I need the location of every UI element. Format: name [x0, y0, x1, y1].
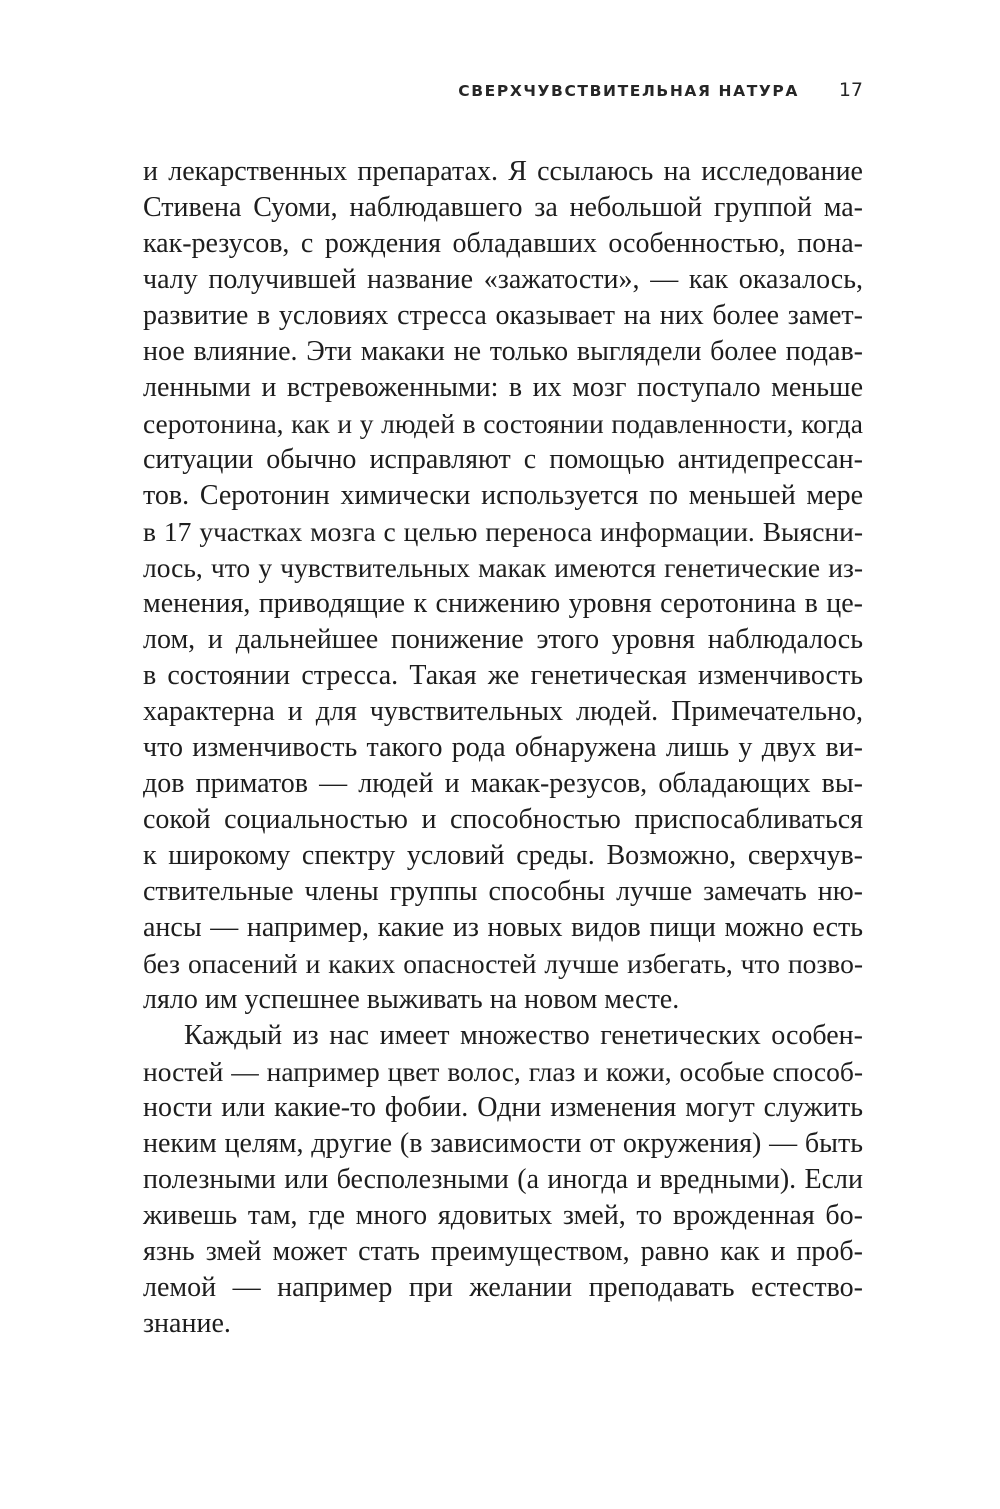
text-line: в состоянии стресса. Такая же генетическая изменчивость — [143, 660, 863, 691]
text-line: ляло им успешнее выживать на новом месте. — [143, 984, 680, 1015]
text-line: ностей — например цвет волос, глаз и кожи, особые способ- — [143, 1056, 863, 1087]
text-line: как-резусов, с рождения обладавших особенностью, пона- — [143, 228, 863, 259]
running-title: СВЕРХЧУВСТВИТЕЛЬНАЯ НАТУРА — [458, 82, 799, 100]
text-line: полезными или бесполезными (а иногда и вредными). Если — [143, 1164, 863, 1195]
text-line: чалу получившей название «зажатости», — как оказалось, — [143, 264, 863, 295]
text-line: в 17 участках мозга с целью переноса информации. Выясни- — [143, 516, 863, 547]
text-line: лом, и дальнейшее понижение этого уровня наблюдалось — [143, 624, 863, 655]
text-line: язнь змей может стать преимуществом, равно как и проб- — [143, 1236, 863, 1267]
running-header — [143, 80, 863, 104]
text-line: Стивена Суоми, наблюдавшего за небольшой группой ма- — [143, 192, 863, 223]
paragraph-1 — [143, 154, 863, 1018]
text-line: живешь там, где много ядовитых змей, то врожденная бо- — [143, 1200, 863, 1231]
text-line: ности или какие-то фобии. Одни изменения могут служить — [143, 1092, 863, 1123]
text-line: что изменчивость такого рода обнаружена лишь у двух ви- — [143, 732, 863, 763]
text-line: и лекарственных препаратах. Я ссылаюсь на исследование — [143, 156, 863, 187]
page-number: 17 — [838, 79, 863, 101]
text-line: ленными и встревоженными: в их мозг поступало меньше — [143, 372, 863, 403]
text-line: сокой социальностью и способностью приспосабливаться — [143, 804, 863, 835]
text-line: серотонина, как и у людей в состоянии подавленности, когда — [143, 408, 863, 439]
text-line: тов. Серотонин химически используется по меньшей мере — [143, 480, 863, 511]
text-line: к широкому спектру условий среды. Возможно, сверхчув- — [143, 840, 863, 871]
text-line: неким целям, другие (в зависимости от окружения) — быть — [143, 1128, 863, 1159]
body-text — [143, 154, 863, 1342]
text-line: знание. — [143, 1308, 231, 1339]
text-line: развитие в условиях стресса оказывает на них более замет- — [143, 300, 863, 331]
text-line: без опасений и каких опасностей лучше избегать, что позво- — [143, 948, 863, 979]
text-line: ансы — например, какие из новых видов пищи можно есть — [143, 912, 863, 943]
paragraph-2 — [143, 1018, 863, 1342]
text-line: характерна и для чувствительных людей. Примечательно, — [143, 696, 863, 727]
text-line: лемой — например при желании преподавать естество- — [143, 1272, 863, 1303]
text-line: лось, что у чувствительных макак имеются генетические из- — [143, 552, 863, 583]
text-line: ситуации обычно исправляют с помощью антидепрессан- — [143, 444, 863, 475]
text-line: ное влияние. Эти макаки не только выглядели более подав- — [143, 336, 863, 367]
text-line: дов приматов — людей и макак-резусов, обладающих вы- — [143, 768, 863, 799]
text-line: менения, приводящие к снижению уровня серотонина в це- — [143, 588, 863, 619]
text-line: ствительные члены группы способны лучше замечать ню- — [143, 876, 863, 907]
text-line: Каждый из нас имеет множество генетических особен- — [184, 1020, 863, 1051]
